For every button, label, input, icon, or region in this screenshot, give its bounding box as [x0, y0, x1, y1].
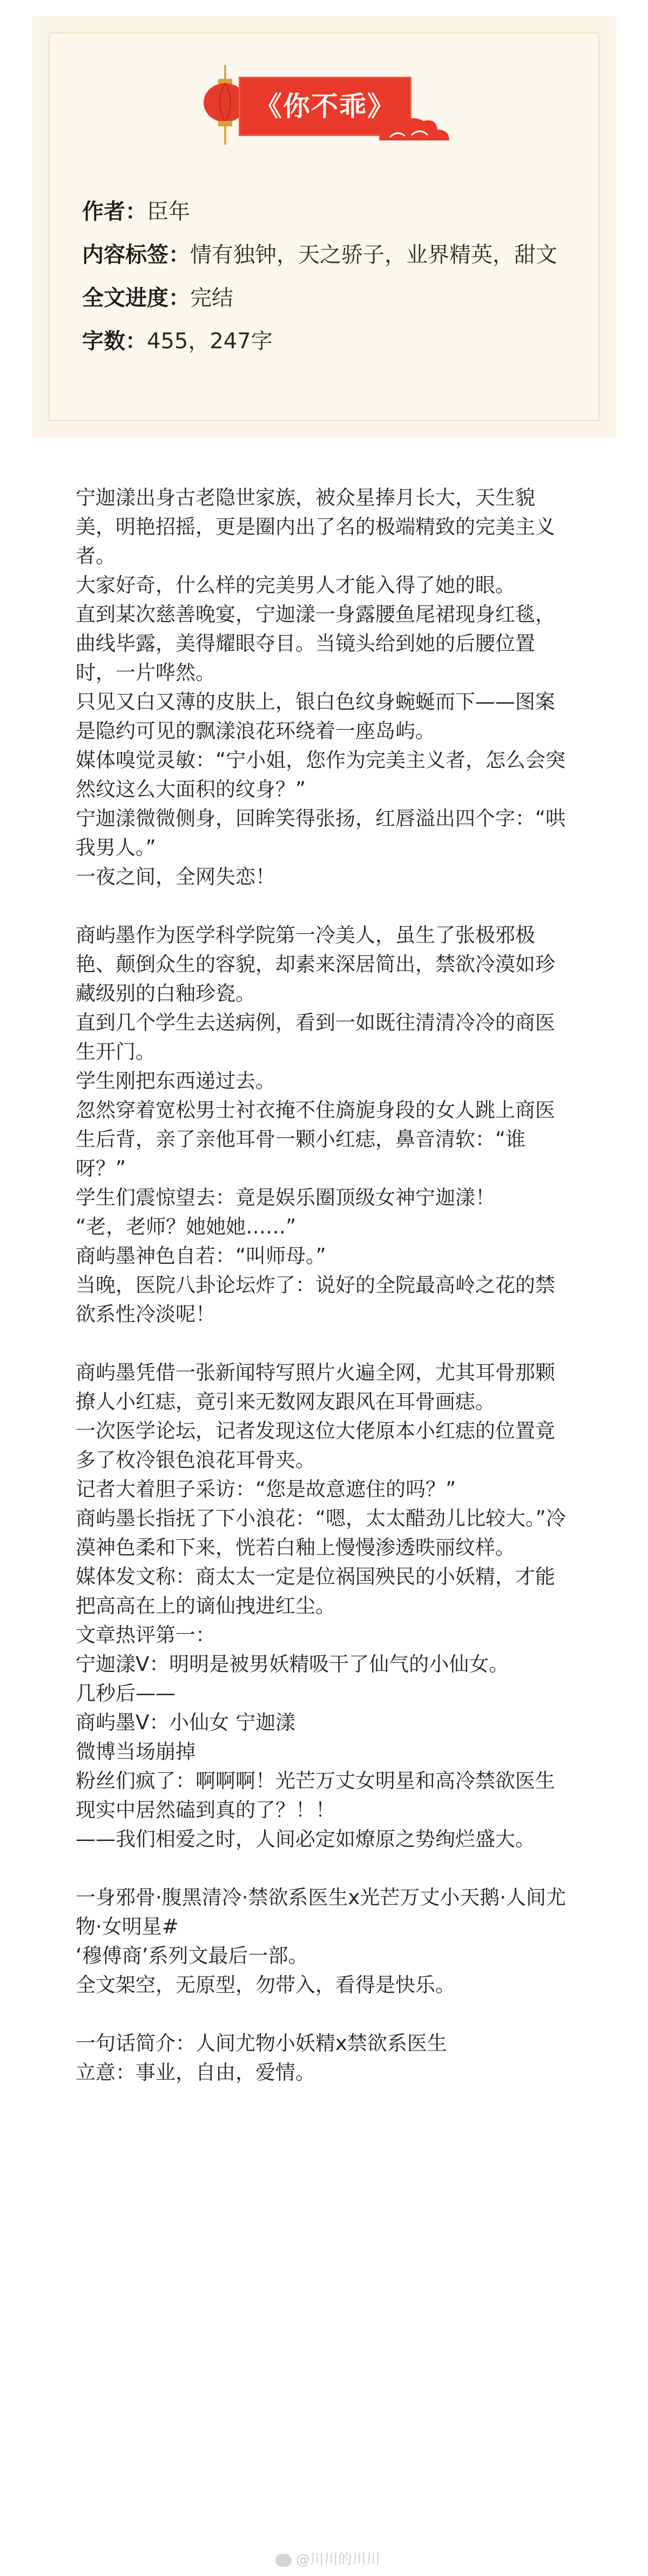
paragraph-gap [76, 1329, 572, 1358]
paragraph: 立意：事业，自由，爱情。 [76, 2061, 315, 2084]
paragraph: 大家好奇，什么样的完美男人才能入得了她的眼。 [76, 574, 515, 597]
paragraph: 粉丝们疯了：啊啊啊！光芒万丈女明星和高冷禁欲医生现实中居然磕到真的了？！！ [76, 1769, 555, 1822]
paragraph: 一夜之间，全网失恋！ [76, 865, 275, 888]
paragraph: 商屿墨长指抚了下小浪花：“嗯，太太醋劲儿比较大。”冷漠神色柔和下来，恍若白釉上慢慢渗透昳丽纹样。 [76, 1507, 566, 1559]
paragraph: 几秒后—— [76, 1682, 176, 1705]
paragraph: 媒体发文称：商太太一定是位祸国殃民的小妖精，才能把高高在上的谪仙拽进红尘。 [76, 1565, 555, 1617]
paragraph: 记者大着胆子采访：“您是故意遮住的吗？” [76, 1478, 456, 1501]
meta-word-count: 字数：455，247字 [82, 329, 273, 354]
title-banner [195, 65, 455, 135]
paragraph: 全文架空，无原型，勿带入，看得是快乐。 [76, 1973, 455, 1997]
paragraph: 商屿墨神色自若：“叫师母。” [76, 1244, 326, 1267]
synopsis-text [76, 483, 572, 2087]
paragraph: 宁迦漾微微侧身，回眸笑得张扬，红唇溢出四个字：“哄我男人。” [76, 807, 566, 859]
meta-author: 作者：臣年 [82, 199, 190, 224]
paragraph: 一身邪骨·腹黑清冷·禁欲系医生x光芒万丈小天鹅·人间尤物·女明星# [76, 1886, 566, 1938]
paragraph: 直到某次慈善晚宴，宁迦漾一身露腰鱼尾裙现身红毯，曲线毕露，美得耀眼夺目。当镜头给到她的后腰位置时，一片哗然。 [76, 603, 555, 684]
paragraph: 一句话简介：人间尤物小妖精x禁欲系医生 [76, 2032, 447, 2055]
meta-tags: 内容标签：情有独钟，天之骄子，业界精英，甜文 [82, 242, 557, 267]
weibo-icon [275, 2554, 292, 2567]
paragraph: 直到几个学生去送病例，看到一如既往清清冷冷的商医生开门。 [76, 1011, 555, 1063]
meta-progress: 全文进度：完结 [82, 286, 233, 311]
paragraph: 忽然穿着宽松男士衬衣掩不住旖旎身段的女人跳上商医生后背，亲了亲他耳骨一颗小红痣，鼻音清软：“谁呀？” [76, 1098, 555, 1180]
paragraph: 宁迦漾出身古老隐世家族，被众星捧月长大，天生貌美，明艳招摇，更是圈内出了名的极端精致的完美主义者。 [76, 486, 555, 568]
paragraph: 宁迦漾V：明明是被男妖精吸干了仙气的小仙女。 [76, 1653, 509, 1676]
paragraph: 媒体嗅觉灵敏：“宁小姐，您作为完美主义者，怎么会突然纹这么大面积的纹身？” [76, 748, 566, 801]
paragraph: ‘穆傅商’系列文最后一部。 [76, 1944, 308, 1967]
paragraph: “老，老师？她她她……” [76, 1215, 296, 1238]
paragraph: 微博当场崩掉 [76, 1740, 195, 1763]
paragraph: 当晚，医院八卦论坛炸了：说好的全院最高岭之花的禁欲系性冷淡呢！ [76, 1273, 555, 1326]
paragraph: 商屿墨V：小仙女 宁迦漾 [76, 1711, 296, 1734]
paragraph: 学生刚把东西递过去。 [76, 1069, 275, 1093]
paragraph-gap [76, 1854, 572, 1883]
book-title: 《你不乖》 [255, 91, 395, 122]
paragraph: 商屿墨作为医学科学院第一冷美人，虽生了张极邪极艳、颠倒众生的容貌，却素来深居简出，禁欲冷漠如珍藏级别的白釉珍瓷。 [76, 923, 555, 1005]
book-info-card [32, 16, 616, 437]
paragraph: 商屿墨凭借一张新闻特写照片火遍全网，尤其耳骨那颗撩人小红痣，竟引来无数网友跟风在耳骨画痣。 [76, 1361, 555, 1413]
paragraph-gap [76, 892, 572, 921]
paragraph: 只见又白又薄的皮肤上，银白色纹身蜿蜒而下——图案是隐约可见的飘漾浪花环绕着一座岛屿。 [76, 690, 555, 743]
book-info-inner-frame [49, 32, 599, 421]
paragraph: 一次医学论坛，记者发现这位大佬原本小红痣的位置竟多了枚冷银色浪花耳骨夹。 [76, 1419, 555, 1472]
watermark: @川川的川川 [275, 2552, 380, 2568]
paragraph: 学生们震惊望去：竟是娱乐圈顶级女神宁迦漾！ [76, 1186, 495, 1209]
book-meta [82, 190, 579, 363]
paragraph-gap [76, 2000, 572, 2029]
paragraph: 文章热评第一： [76, 1623, 215, 1647]
cloud-ornament-icon [374, 113, 455, 146]
paragraph: ——我们相爱之时，人间必定如燎原之势绚烂盛大。 [76, 1828, 535, 1851]
